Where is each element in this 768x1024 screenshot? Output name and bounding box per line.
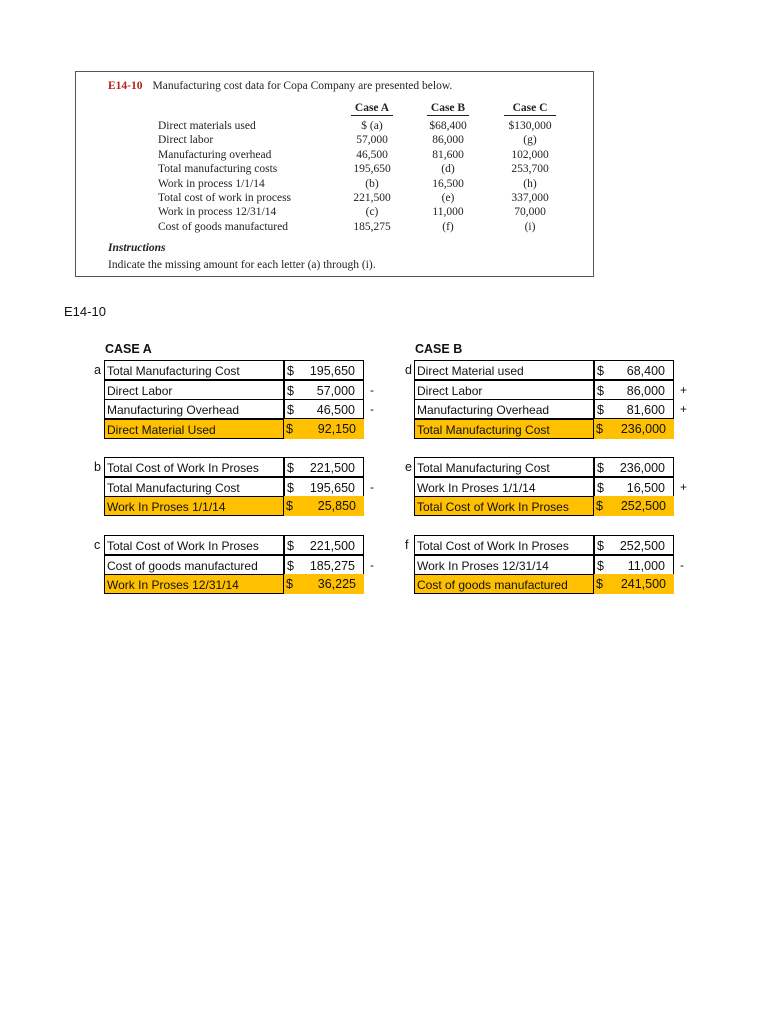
exercise-cell-case-b: (f)	[442, 220, 454, 233]
operator-sign: -	[680, 557, 684, 572]
result-label: Total Cost of Work In Proses	[414, 496, 594, 516]
row-label: Work In Proses 1/1/14	[414, 477, 594, 497]
row-label: Work In Proses 12/31/14	[414, 555, 594, 575]
value-cell	[594, 457, 674, 477]
exercise-cell-case-c: (i)	[524, 220, 536, 233]
case-b-title: CASE B	[415, 342, 463, 356]
amount: 252,500	[619, 539, 665, 553]
result-amount: 92,150	[317, 421, 356, 436]
result-amount: 36,225	[317, 577, 356, 591]
result-label: Direct Material Used	[104, 419, 284, 439]
result-value-cell	[284, 419, 364, 439]
operator-sign: -	[370, 382, 374, 397]
dollar-sign: $	[287, 539, 294, 553]
dollar-sign: $	[597, 558, 604, 573]
block-letter-a: a	[94, 363, 101, 377]
exercise-cell-case-a: $ (a)	[361, 120, 383, 132]
amount: 86,000	[626, 383, 665, 398]
exercise-cell-case-a: (c)	[365, 206, 379, 219]
value-cell	[594, 535, 674, 555]
dollar-sign: $	[596, 499, 603, 513]
value-cell	[284, 399, 364, 419]
exercise-cell-case-b: 11,000	[432, 206, 464, 219]
value-cell	[594, 380, 674, 400]
result-amount: 25,850	[317, 499, 356, 513]
row-label: Direct Labor	[414, 380, 594, 400]
worksheet-title: E14-10	[64, 304, 106, 319]
amount: 236,000	[619, 461, 665, 475]
block-letter-c: c	[94, 538, 101, 552]
dollar-sign: $	[597, 364, 604, 378]
block-letter-b: b	[94, 460, 101, 474]
block-letter-d: d	[405, 363, 412, 377]
row-label: Manufacturing Overhead	[414, 399, 594, 419]
exercise-cell-case-a: 221,500	[353, 192, 391, 204]
exercise-cell-case-c: 102,000	[511, 148, 549, 161]
amount: 46,500	[316, 403, 355, 417]
row-label: Total Manufacturing Cost	[414, 457, 594, 477]
amount: 221,500	[309, 461, 355, 475]
result-amount: 252,500	[620, 499, 666, 513]
row-label: Manufacturing Overhead	[104, 399, 284, 419]
exercise-row-label: Total manufacturing costs	[158, 163, 278, 176]
exercise-heading	[108, 80, 452, 92]
result-value-cell	[594, 419, 674, 439]
dollar-sign: $	[287, 403, 294, 417]
exercise-row-label: Direct labor	[158, 134, 214, 147]
exercise-cell-case-b: $68,400	[429, 120, 467, 132]
exercise-cell-case-b: 86,000	[432, 134, 464, 147]
result-value-cell	[284, 496, 364, 516]
exercise-cell-case-c: 70,000	[514, 206, 546, 219]
value-cell	[284, 555, 364, 575]
value-cell	[284, 535, 364, 555]
case-a-title: CASE A	[105, 342, 152, 356]
amount: 68,400	[626, 364, 665, 378]
exercise-cell-case-a: 46,500	[356, 148, 388, 161]
value-cell	[284, 457, 364, 477]
dollar-sign: $	[597, 480, 604, 495]
exercise-cell-case-b: (e)	[441, 192, 455, 204]
instructions-text: Indicate the missing amount for each letter (a) through (i).	[108, 259, 376, 271]
result-value-cell	[284, 574, 364, 594]
column-header-case-a: Case A	[351, 102, 393, 116]
result-value-cell	[594, 496, 674, 516]
exercise-row-label: Total cost of work in process	[158, 192, 292, 204]
result-value-cell	[594, 574, 674, 594]
amount: 185,275	[309, 558, 355, 573]
result-label: Total Manufacturing Cost	[414, 419, 594, 439]
value-cell	[284, 360, 364, 380]
exercise-heading-text: Manufacturing cost data for Copa Company are presented below.	[152, 80, 453, 92]
result-label: Work In Proses 12/31/14	[104, 574, 284, 594]
row-label: Total Manufacturing Cost	[104, 360, 284, 380]
amount: 11,000	[627, 558, 665, 573]
exercise-row-label: Work in process 1/1/14	[158, 177, 265, 190]
row-label: Total Cost of Work In Proses	[104, 457, 284, 477]
row-label: Cost of goods manufactured	[104, 555, 284, 575]
amount: 16,500	[626, 480, 665, 495]
value-cell	[594, 360, 674, 380]
exercise-cell-case-a: 185,275	[353, 220, 391, 233]
operator-sign: +	[680, 382, 688, 397]
value-cell	[594, 399, 674, 419]
value-cell	[594, 477, 674, 497]
operator-sign: +	[680, 402, 688, 416]
exercise-cell-case-b: 81,600	[432, 148, 464, 161]
dollar-sign: $	[287, 480, 294, 495]
value-cell	[284, 380, 364, 400]
operator-sign: -	[370, 557, 374, 572]
exercise-cell-case-c: (h)	[523, 177, 537, 190]
amount: 81,600	[626, 403, 665, 417]
exercise-cell-case-c: $130,000	[508, 120, 552, 132]
operator-sign: +	[680, 479, 688, 494]
dollar-sign: $	[597, 461, 604, 475]
dollar-sign: $	[597, 403, 604, 417]
exercise-row-label: Work in process 12/31/14	[158, 206, 277, 219]
result-amount: 241,500	[620, 577, 666, 591]
dollar-sign: $	[287, 461, 294, 475]
instructions-heading: Instructions	[108, 242, 166, 254]
amount: 57,000	[316, 383, 355, 398]
exercise-cell-case-b: 16,500	[432, 177, 464, 190]
row-label: Direct Labor	[104, 380, 284, 400]
exercise-cell-case-c: (g)	[523, 134, 537, 147]
exercise-row-label: Cost of goods manufactured	[158, 220, 288, 233]
dollar-sign: $	[596, 577, 603, 591]
amount: 221,500	[309, 539, 355, 553]
exercise-row-label: Direct materials used	[158, 120, 256, 132]
dollar-sign: $	[287, 558, 294, 573]
dollar-sign: $	[286, 421, 293, 436]
row-label: Total Cost of Work In Proses	[414, 535, 594, 555]
exercise-cell-case-a: 57,000	[356, 134, 388, 147]
textbook-exercise-image	[75, 71, 594, 277]
operator-sign: -	[370, 479, 374, 494]
dollar-sign: $	[597, 539, 604, 553]
exercise-cell-case-c: 253,700	[511, 163, 549, 176]
dollar-sign: $	[597, 383, 604, 398]
column-header-case-b: Case B	[427, 102, 469, 116]
value-cell	[284, 477, 364, 497]
result-amount: 236,000	[620, 421, 666, 436]
dollar-sign: $	[287, 364, 294, 378]
amount: 195,650	[309, 364, 355, 378]
exercise-code: E14-10	[108, 80, 143, 92]
row-label: Total Manufacturing Cost	[104, 477, 284, 497]
block-letter-e: e	[405, 460, 412, 474]
block-letter-f: f	[405, 538, 409, 552]
amount: 195,650	[309, 480, 355, 495]
dollar-sign: $	[286, 577, 293, 591]
dollar-sign: $	[596, 421, 603, 436]
exercise-cell-case-a: (b)	[365, 177, 379, 190]
row-label: Total Cost of Work In Proses	[104, 535, 284, 555]
result-label: Cost of goods manufactured	[414, 574, 594, 594]
exercise-cell-case-a: 195,650	[353, 163, 391, 176]
exercise-cell-case-b: (d)	[441, 163, 455, 176]
column-header-case-c: Case C	[504, 102, 556, 116]
operator-sign: -	[370, 402, 374, 416]
row-label: Direct Material used	[414, 360, 594, 380]
exercise-row-label: Manufacturing overhead	[158, 148, 272, 161]
dollar-sign: $	[286, 499, 293, 513]
value-cell	[594, 555, 674, 575]
dollar-sign: $	[287, 383, 294, 398]
result-label: Work In Proses 1/1/14	[104, 496, 284, 516]
exercise-cell-case-c: 337,000	[511, 192, 549, 204]
